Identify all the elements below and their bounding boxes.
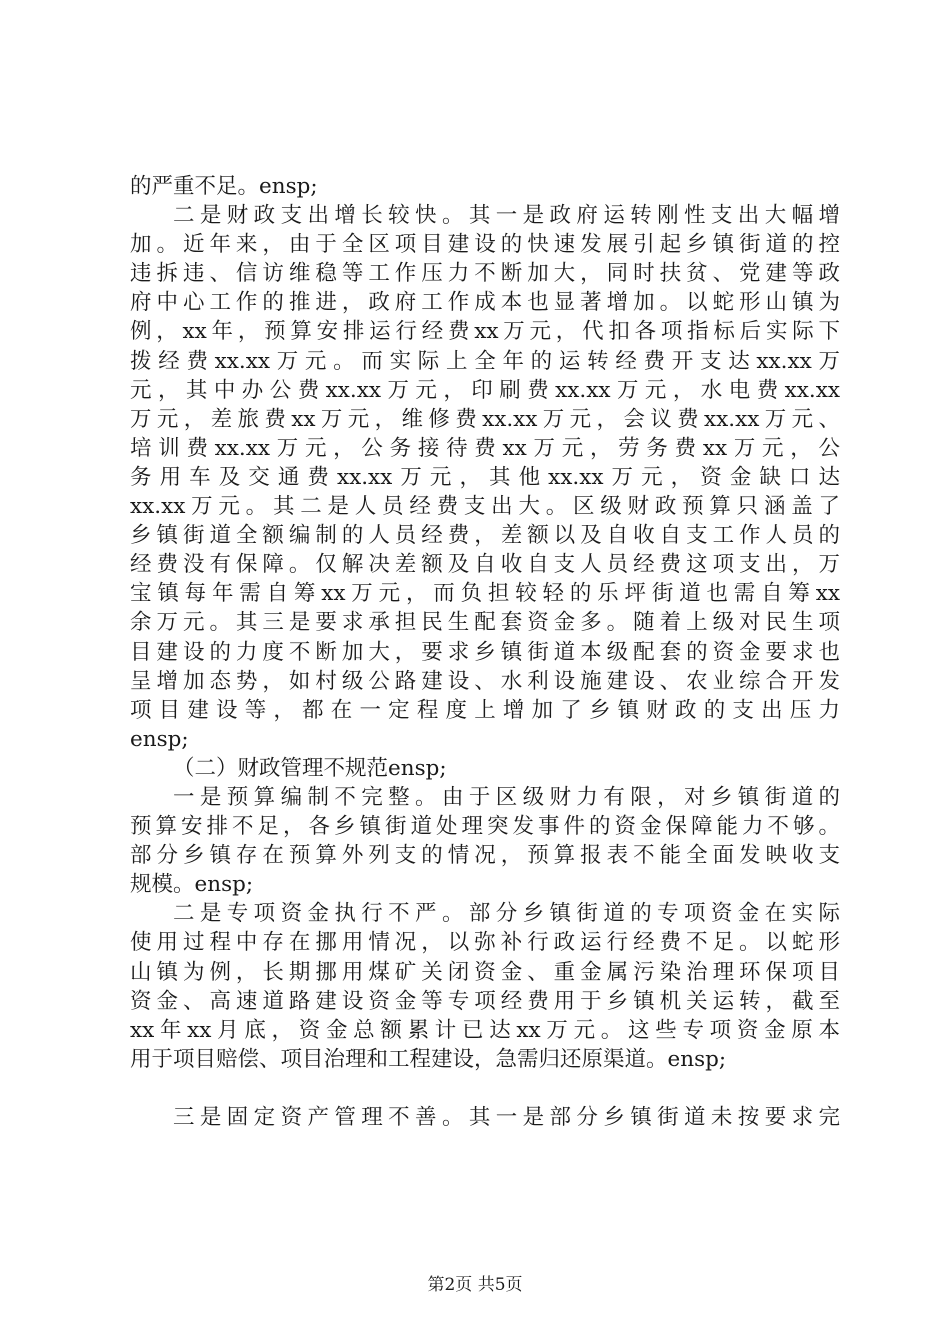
paragraph-start-line: 二是财政支出增长较快。其一是政府运转刚性支出大幅增 (173, 203, 840, 229)
paragraph-start-line: 三是固定资产管理不善。其一是部分乡镇街道未按要求完 (173, 1104, 840, 1130)
text-line: xx年xx月底，资金总额累计已达xx万元。这些专项资金原本 (130, 1017, 840, 1043)
text-line: 加。近年来，由于全区项目建设的快速发展引起乡镇街道的控 (130, 232, 840, 258)
text-line: 务用车及交通费xx.xx万元，其他xx.xx万元，资金缺口达 (130, 464, 840, 490)
text-line: 违拆违、信访维稳等工作压力不断加大，同时扶贫、党建等政 (130, 261, 840, 287)
text-line: 府中心工作的推进，政府工作成本也显著增加。以蛇形山镇为 (130, 290, 840, 316)
page-number-footer: 第2页 共5页 (427, 1275, 523, 1295)
text-line: 乡镇街道全额编制的人员经费，差额以及自收自支工作人员的 (130, 523, 840, 549)
text-line: 资金、高速道路建设资金等专项经费用于乡镇机关运转，截至 (130, 988, 840, 1014)
text-line: 规模。ensp; (130, 872, 254, 898)
text-line: 宝镇每年需自筹xx万元，而负担较轻的乐坪街道也需自筹xx (130, 581, 840, 607)
text-line: 培训费xx.xx万元，公务接待费xx万元，劳务费xx万元，公 (130, 435, 840, 461)
section-heading: （二）财政管理不规范ensp; (173, 755, 447, 781)
text-line: 元，其中办公费xx.xx万元，印刷费xx.xx万元，水电费xx.xx (130, 377, 840, 403)
text-line: 万元，差旅费xx万元，维修费xx.xx万元，会议费xx.xx万元、 (130, 406, 840, 432)
text-line: 的严重不足。ensp; (130, 174, 318, 199)
text-line: 使用过程中存在挪用情况，以弥补行政运行经费不足。以蛇形 (130, 930, 840, 956)
paragraph-gap (130, 1074, 840, 1103)
text-line: ensp; (130, 726, 189, 752)
text-line: 山镇为例，长期挪用煤矿关闭资金、重金属污染治理环保项目 (130, 959, 840, 985)
text-line: 部分乡镇存在预算外列支的情况，预算报表不能全面发映收支 (130, 843, 840, 869)
text-line: 目建设的力度不断加大，要求乡镇街道本级配套的资金要求也 (130, 639, 840, 665)
text-line: 项目建设等，都在一定程度上增加了乡镇财政的支出压力 (130, 697, 840, 723)
text-line: 例，xx年，预算安排运行经费xx万元，代扣各项指标后实际下 (130, 319, 840, 345)
paragraph-start-line: 二是专项资金执行不严。部分乡镇街道的专项资金在实际 (173, 901, 840, 927)
text-line: 呈增加态势，如村级公路建设、水利设施建设、农业综合开发 (130, 668, 840, 694)
document-body (130, 172, 840, 1132)
text-line: 用于项目赔偿、项目治理和工程建设，急需归还原渠道。ensp; (130, 1046, 727, 1072)
text-line: 余万元。其三是要求承担民生配套资金多。随着上级对民生项 (130, 610, 840, 636)
text-line: 经费没有保障。仅解决差额及自收自支人员经费这项支出，万 (130, 552, 840, 578)
text-line: 预算安排不足，各乡镇街道处理突发事件的资金保障能力不够。 (130, 814, 840, 840)
text-line: 拨经费xx.xx万元。而实际上全年的运转经费开支达xx.xx万 (130, 348, 840, 374)
paragraph-start-line: 一是预算编制不完整。由于区级财力有限，对乡镇街道的 (173, 784, 840, 810)
text-line: xx.xx万元。其二是人员经费支出大。区级财政预算只涵盖了 (130, 494, 840, 520)
